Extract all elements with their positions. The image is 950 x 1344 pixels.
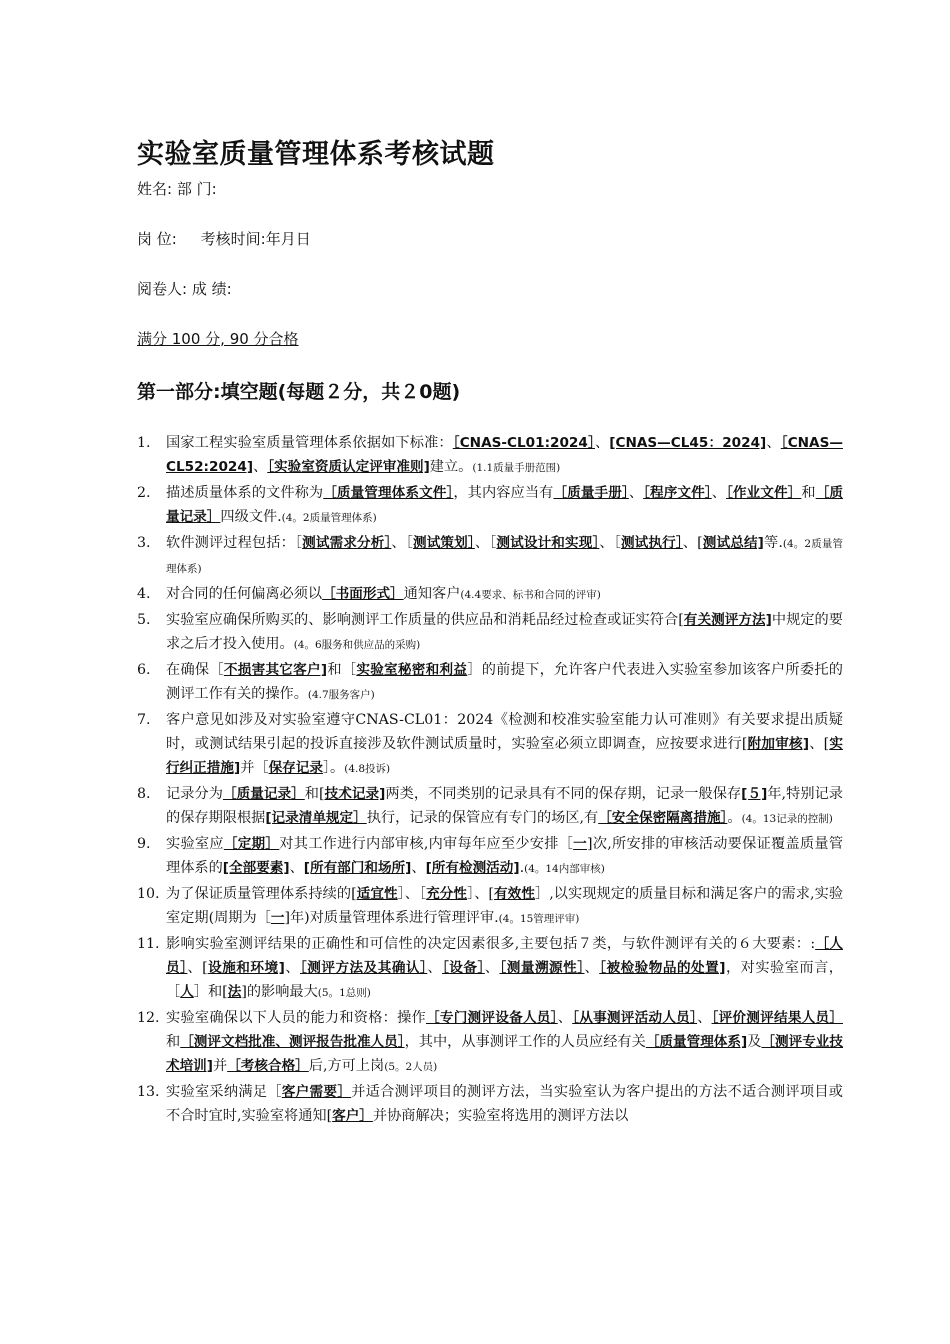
question-text: . xyxy=(519,860,525,876)
question-text: ]年)对质量管理体系进行管理评审. xyxy=(284,910,499,926)
section-reference: (4。14内部审核) xyxy=(524,863,605,875)
question-item xyxy=(137,1006,843,1079)
question-text: 后,方可上岗 xyxy=(308,1058,385,1074)
question-text: 建立。 xyxy=(429,459,473,475)
question-item xyxy=(137,481,843,530)
question-text: 描述质量体系的文件称为 xyxy=(166,485,324,501)
question-text: 、 xyxy=(289,860,304,876)
section-reference: (1.1质量手册范围) xyxy=(472,462,561,474)
answer-text: 人 xyxy=(180,984,194,1000)
answer-text: 测试设计和实现］ xyxy=(496,535,600,551)
question-number: 8. xyxy=(137,786,151,802)
section-reference: (4。2质量管理体系) xyxy=(281,512,377,524)
answer-text: 保存记录 xyxy=(268,760,323,776)
answer-text: 附加审核] xyxy=(747,736,810,752)
question-text: ]的影响最大 xyxy=(241,984,318,1000)
answer-text: 实行纠正措施] xyxy=(166,736,843,776)
page-title: 实验室质量管理体系考核试题 xyxy=(137,139,495,170)
question-text: 、 xyxy=(766,435,781,451)
question-text: 并适合测评项目的测评方法，当实验室认为客户提出的方法不适合测评项目或不合时宜时,实验室将通知[ xyxy=(166,1084,843,1124)
question-number: 7. xyxy=(137,712,151,728)
section-reference: (4。15管理评审) xyxy=(498,913,580,925)
answer-text: [CNAS—CL45：2024] xyxy=(609,435,767,451)
question-item xyxy=(137,431,843,480)
question-text: ]次,所安排的审核活动要保证覆盖质量管理体系的 xyxy=(166,836,844,876)
question-text: 、［ xyxy=(474,535,497,551)
section-title: 第一部分:填空题(每题２分，共２0题) xyxy=(137,381,461,403)
answer-text: 有效性 xyxy=(493,886,535,902)
question-text: 实验室采纳满足［ xyxy=(166,1084,282,1100)
question-text: 、 xyxy=(584,960,600,976)
question-text: ，其中，从事测评工作的人员应经有关 xyxy=(404,1034,646,1050)
question-text: 、 xyxy=(253,459,268,475)
question-number: 1. xyxy=(137,435,151,451)
question-number: 6. xyxy=(137,662,151,678)
question-number: 4. xyxy=(137,586,151,602)
section-reference: (4.4要求、标书和合同的评审) xyxy=(460,589,601,601)
question-text: 、［ xyxy=(391,535,413,551)
answer-text: ［考核合格］ xyxy=(227,1058,309,1074)
question-text: 和 xyxy=(801,485,816,501)
question-text: ］、[ xyxy=(467,886,494,902)
question-text: 和[ xyxy=(304,786,325,802)
question-number: 9. xyxy=(137,836,151,852)
answer-text: 一 xyxy=(270,910,285,926)
question-item xyxy=(137,932,843,1005)
question-text: 实验室应 xyxy=(166,836,224,852)
answer-text: 客户需要］ xyxy=(281,1084,352,1100)
answer-text: 测试执行］ xyxy=(620,535,683,551)
answer-text: ［测量溯源性］ xyxy=(499,960,585,976)
question-text: 客户意见如涉及对实验室遵守CNAS-CL01：2024《检测和校准实验室能力认可准则》有关要求提出质疑时，或测试结果引起的投诉直接涉及软件测试质量时，实验室必须立即调查，应按要求进行[ xyxy=(166,712,843,752)
question-item xyxy=(137,832,843,881)
question-text: 软件测评过程包括：［ xyxy=(166,535,303,551)
answer-text: ［被检验物品的处置] xyxy=(599,960,726,976)
answer-text: 有关测评方法] xyxy=(683,612,772,628)
question-text: 、 xyxy=(711,485,726,501)
question-text: ］和[ xyxy=(193,984,228,1000)
answer-text: [５] xyxy=(741,786,768,802)
position-time-line: 岗 位: 考核时间:年月日 xyxy=(137,230,311,248)
question-number: 10. xyxy=(137,886,160,902)
answer-text: 适宜性 xyxy=(356,886,398,902)
answer-text: 法 xyxy=(227,984,242,1000)
answer-text: [所有检测活动] xyxy=(425,860,520,876)
question-text: 在确保［ xyxy=(166,662,224,678)
question-text: 、 xyxy=(628,485,644,501)
question-item xyxy=(137,582,843,607)
answer-text: ［CNAS-CL01:2024］ xyxy=(452,435,595,451)
question-text: 实验室应确保所购买的、影响测评工作质量的供应品和消耗品经过检查或证实符合[ xyxy=(166,612,684,628)
question-number: 12. xyxy=(137,1010,160,1026)
question-item xyxy=(137,658,843,707)
question-text: 对其工作进行内部审核,内审每年应至少安排［ xyxy=(279,836,574,852)
question-number: 3. xyxy=(137,535,151,551)
answer-text: 实验室秘密和利益 xyxy=(356,662,468,678)
question-text: 等. xyxy=(763,535,783,551)
answer-text: 设施和环境] xyxy=(207,960,285,976)
question-text: 影响实验室测评结果的正确性和可信性的决定因素很多,主要包括７类，与软件测评有关的６大要素：: xyxy=(166,936,816,952)
question-text: 实验室确保以下人员的能力和资格：操作 xyxy=(166,1010,426,1026)
section-reference: (4.7服务客户) xyxy=(307,689,375,701)
question-item xyxy=(137,1080,843,1128)
answer-text: ［质量管理体系] xyxy=(645,1034,748,1050)
question-text: ，其内容应当有 xyxy=(453,485,554,501)
answer-text: 测试总结] xyxy=(702,535,764,551)
question-number: 13. xyxy=(137,1084,160,1100)
question-text: 年,特别记录的保存期限根据 xyxy=(166,786,843,826)
question-text: 、[ xyxy=(682,535,703,551)
question-item xyxy=(137,882,843,931)
question-text: 、 xyxy=(427,960,442,976)
question-text: ］、［ xyxy=(397,886,427,902)
question-text: 四级文件. xyxy=(220,509,282,525)
answer-text: 测试需求分析］ xyxy=(302,535,392,551)
answer-text: ［实验室资质认定评审准则] xyxy=(267,459,430,475)
answer-text: 充分性 xyxy=(426,886,468,902)
question-text: 、[ xyxy=(187,960,208,976)
question-number: 2. xyxy=(137,485,151,501)
answer-text: ［测评专业技术培训] xyxy=(166,1034,844,1074)
passing-score-line: 满分 100 分, 90 分合格 xyxy=(137,330,299,348)
question-text: 国家工程实验室质量管理体系依据如下标准： xyxy=(166,435,453,451)
question-item xyxy=(137,782,843,831)
question-text: 。 xyxy=(727,810,742,826)
answer-text: 测试策划］ xyxy=(412,535,475,551)
section-reference: (4。2质量管理体系) xyxy=(166,538,844,575)
answer-text: [所有部门和场所] xyxy=(303,860,412,876)
section-reference: (5。1总则) xyxy=(317,987,371,999)
answer-text: ［质量记录］ xyxy=(222,786,305,802)
question-text: 并［ xyxy=(240,760,269,776)
question-text: 、[ xyxy=(809,736,830,752)
question-number: 5. xyxy=(137,612,151,628)
question-number: 11. xyxy=(137,936,160,952)
answer-text: 技术记录] xyxy=(324,786,386,802)
question-text: 执行，记录的保管应有专门的场区,有 xyxy=(366,810,599,826)
question-list xyxy=(137,431,843,1129)
question-text: 、 xyxy=(557,1010,573,1026)
answer-text: ［安全保密隔离措施］ xyxy=(598,810,728,826)
answer-text: ［测评文档批准、测评报告批准人员］ xyxy=(180,1034,405,1050)
question-text: 记录分为 xyxy=(166,786,223,802)
question-item xyxy=(137,708,843,781)
question-text: 两类，不同类别的记录具有不同的保存期，记录一般保存 xyxy=(385,786,742,802)
question-text: 和 xyxy=(166,1034,181,1050)
question-text: 、 xyxy=(697,1010,712,1026)
question-text: 、 xyxy=(411,860,426,876)
question-text: 、 xyxy=(284,960,300,976)
question-text: ］,以实现规定的质量目标和满足客户的需求,实验室定期(周期为［ xyxy=(166,886,844,926)
question-text: 和［ xyxy=(327,662,357,678)
answer-text: ［设备］ xyxy=(442,960,485,976)
question-text: ］。 xyxy=(322,760,345,776)
question-text: 对合同的任何偏离必须以 xyxy=(166,586,323,602)
answer-text: 客户］ xyxy=(332,1108,373,1124)
question-text: 并 xyxy=(213,1058,228,1074)
answer-text: ［专门测评设备人员］ xyxy=(426,1010,558,1026)
answer-text: ［测评方法及其确认］ xyxy=(299,960,428,976)
answer-text: ［质量管理体系文件］ xyxy=(323,485,454,501)
answer-text: ［CNAS—CL52:2024] xyxy=(166,435,843,475)
answer-text: ［人员］ xyxy=(166,936,844,976)
question-text: ］的前提下，允许客户代表进入实验室参加该客户所委托的测评工作有关的操作。 xyxy=(166,662,843,702)
answer-text: ［质量记录］ xyxy=(166,485,843,525)
question-text: ，对实验室而言，［ xyxy=(166,960,843,1000)
answer-text: ［评价测评结果人员］ xyxy=(711,1010,843,1026)
question-text: 及 xyxy=(747,1034,762,1050)
question-text: 、 xyxy=(484,960,500,976)
section-reference: (4.8投诉) xyxy=(344,763,391,775)
section-reference: (4。6服务和供应品的采购) xyxy=(293,639,421,651)
reviewer-score-line: 阅卷人: 成 绩: xyxy=(137,280,232,298)
section-reference: (4。13记录的控制) xyxy=(741,813,833,825)
question-text: 中规定的要求之后才投入使用。 xyxy=(166,612,843,652)
question-item xyxy=(137,608,843,657)
section-reference: (5。2人员) xyxy=(384,1061,438,1073)
answer-text: [记录清单规定］ xyxy=(265,810,367,826)
answer-text: ［定期］ xyxy=(223,836,280,852)
answer-text: 不损害其它客户] xyxy=(223,662,328,678)
answer-text: [全部要素] xyxy=(222,860,290,876)
answer-text: 一 xyxy=(573,836,588,852)
name-department-line: 姓名: 部 门: xyxy=(137,180,217,198)
question-text: 、 xyxy=(594,435,610,451)
question-text: 为了保证质量管理体系持续的[ xyxy=(166,886,357,902)
answer-text: ［作业文件］ xyxy=(726,485,802,501)
question-text: 并协商解决；实验室将选用的测评方法以 xyxy=(372,1108,629,1124)
question-item xyxy=(137,531,843,581)
question-text: 通知客户 xyxy=(403,586,461,602)
answer-text: ［质量手册］ xyxy=(553,485,629,501)
answer-text: ［书面形式］ xyxy=(322,586,404,602)
question-text: 、［ xyxy=(599,535,621,551)
answer-text: ［从事测评活动人员］ xyxy=(572,1010,698,1026)
answer-text: ［程序文件］ xyxy=(643,485,712,501)
